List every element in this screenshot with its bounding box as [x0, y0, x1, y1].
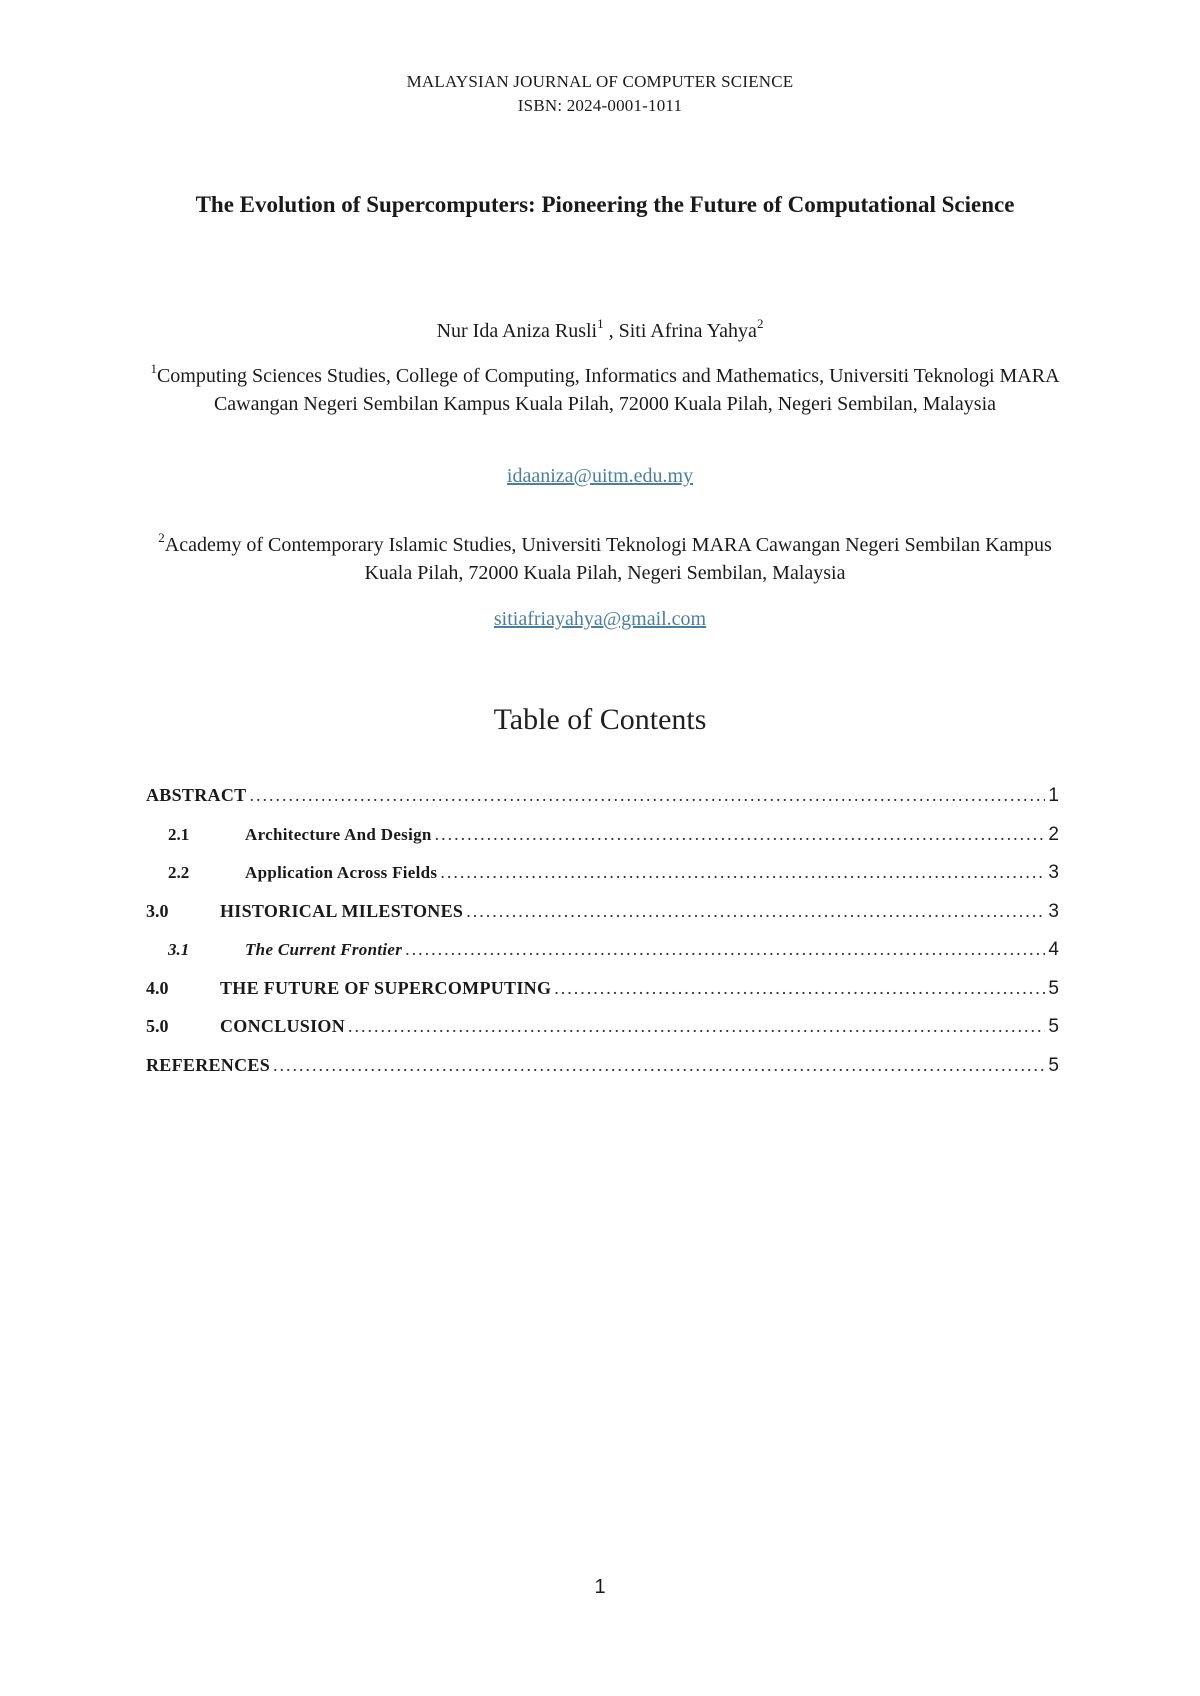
toc-dot-leader — [405, 936, 1045, 962]
toc-page-number: 3 — [1048, 862, 1059, 883]
affiliation-1 — [140, 362, 1070, 418]
toc-label: CONCLUSION — [220, 1016, 346, 1036]
toc-page-number: 5 — [1048, 977, 1059, 999]
author-name: Siti Afrina Yahya — [618, 320, 757, 342]
toc-dot-leader — [435, 821, 1046, 847]
table-of-contents — [146, 782, 1059, 1090]
affil-mark: 1 — [150, 361, 157, 377]
toc-dot-leader — [348, 1013, 1045, 1039]
toc-entry-historical-milestones[interactable] — [146, 898, 1059, 937]
author-name: Nur Ida Aniza Rusli — [436, 320, 598, 342]
toc-label: REFERENCES — [146, 1054, 271, 1075]
toc-section-number: 4.0 — [146, 977, 169, 998]
toc-dot-leader — [249, 782, 1045, 808]
affil-mark: 2 — [158, 530, 165, 546]
author-affil-mark: 2 — [756, 316, 764, 332]
toc-entry-conclusion[interactable] — [146, 1013, 1059, 1052]
toc-entry-references[interactable] — [146, 1052, 1059, 1091]
toc-page-number: 3 — [1048, 900, 1059, 922]
toc-section-number: 3.1 — [168, 940, 190, 959]
affil-text: Computing Sciences Studies, College of Computing, Informatics and Mathematics, Universiti Teknologi MARA Cawangan Negeri Sembilan Kampus Kuala Pilah, 72000 Kuala Pilah, Negeri Sembilan, Malaysia — [156, 365, 1060, 415]
toc-page-number: 5 — [1048, 1054, 1059, 1076]
toc-entry-future[interactable] — [146, 975, 1059, 1014]
email-1 — [0, 463, 1200, 489]
toc-label: Architecture And Design — [245, 824, 432, 844]
email-2 — [0, 606, 1200, 632]
isbn: ISBN: 2024-0001-1011 — [517, 96, 683, 115]
author-line — [0, 318, 1200, 344]
toc-page-number: 2 — [1048, 823, 1059, 845]
page-number: 1 — [594, 1576, 606, 1598]
toc-section-number: 2.2 — [168, 863, 190, 882]
toc-entry-current-frontier[interactable] — [146, 936, 1059, 975]
toc-entry-architecture[interactable] — [146, 821, 1059, 860]
toc-dot-leader — [554, 975, 1045, 1001]
toc-dot-leader — [466, 898, 1045, 924]
toc-section-number: 2.1 — [168, 824, 190, 844]
author-separator: , — [603, 320, 619, 342]
toc-label: Application Across Fields — [245, 863, 438, 882]
toc-page-number: 1 — [1048, 785, 1059, 806]
toc-entry-abstract[interactable] — [146, 782, 1059, 821]
author-affil-mark: 1 — [597, 316, 604, 332]
toc-label: HISTORICAL MILESTONES — [220, 900, 464, 921]
toc-label: ABSTRACT — [146, 785, 247, 805]
toc-dot-leader — [440, 859, 1045, 885]
toc-heading: Table of Contents — [493, 703, 707, 736]
paper-title: The Evolution of Supercomputers: Pioneering the Future of Computational Science — [195, 192, 1015, 217]
affiliation-2 — [140, 531, 1070, 587]
email-link[interactable]: sitiafriayahya@gmail.com — [493, 608, 707, 630]
toc-dot-leader — [273, 1052, 1045, 1078]
journal-name: MALAYSIAN JOURNAL OF COMPUTER SCIENCE — [406, 72, 794, 91]
toc-section-number: 3.0 — [146, 900, 169, 921]
toc-section-number: 5.0 — [146, 1016, 169, 1036]
toc-label: The Current Frontier — [245, 940, 403, 959]
toc-label: THE FUTURE OF SUPERCOMPUTING — [220, 977, 552, 998]
toc-page-number: 4 — [1048, 939, 1059, 960]
toc-entry-applications[interactable] — [146, 859, 1059, 898]
running-header — [0, 70, 1200, 118]
email-link[interactable]: idaaniza@uitm.edu.my — [506, 465, 694, 487]
affil-text: Academy of Contemporary Islamic Studies, Universiti Teknologi MARA Cawangan Negeri Sembilan Kampus Kuala Pilah, 72000 Kuala Pilah, Negeri Sembilan, Malaysia — [164, 534, 1052, 584]
toc-page-number: 5 — [1048, 1016, 1059, 1037]
